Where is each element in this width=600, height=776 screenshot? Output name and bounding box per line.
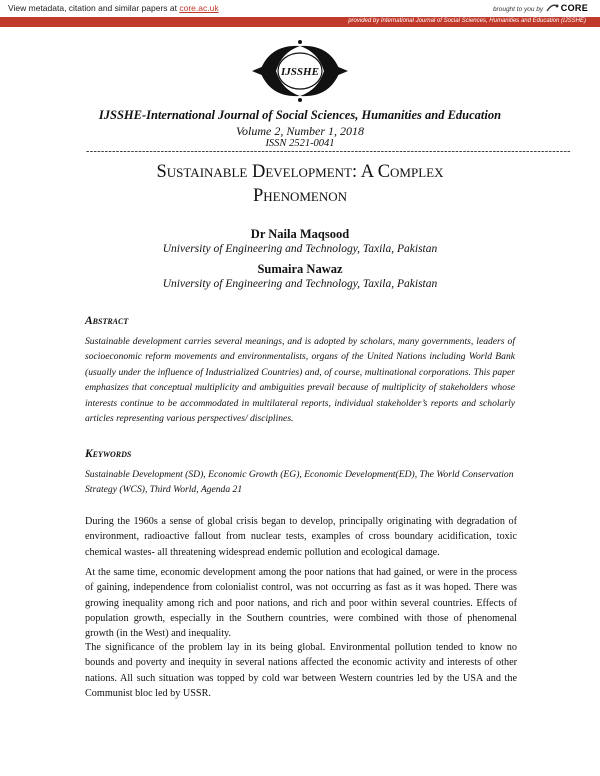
body-paragraph-1: During the 1960s a sense of global crisis began to develop, principally originating with degradation of environment, radioactive fallout from nuclear tests, examples of cross boundary acidification, toxic chemical wastes- all threatening widespread endemic pollution and ecological damage. [85,516,517,558]
core-metadata-link[interactable] [8,3,219,13]
core-logo-icon [545,3,559,13]
logo-text: IJSSHE [281,66,319,78]
paper-title: Sustainable Development: A Complex Phenomenon [156,162,444,206]
core-banner [0,0,600,30]
author-affiliation-1: University of Engineering and Technology, Taxila, Pakistan [162,243,438,255]
provided-by-text: provided by International Journal of Social Sciences, Humanities and Education (IJSSHE) [348,18,586,24]
author-name-2: Sumaira Nawaz [257,262,343,276]
ijsshe-logo-icon [248,38,352,104]
abstract-text: Sustainable development carries several meanings, and is adopted by scholars, many governments, leaders of socioeconomic reform movements and environmentalists, organs of the United Nations including World Bank (usually under the influence of Industrialized Countries) and, of course, multinational corporations. This paper emphasizes that conceptual multiplicity and ambiguities prevail because of multiplicity of stakeholders whose interests continue to be accommodated in multilateral reports, individual stakeholder’s reports and scholarly articles representing various perspectives/ disciplines. [85,336,515,425]
body-paragraph-2: At the same time, economic development among the poor nations that had gained, or were in the process of gaining, independence from colonialist control, was not occurring as fast as it was hoped. There was growing inequality among rich and poor nations, and rich and poor within several countries. Effects of population growth, especially in the Southern countries, were combined with those of phenomenal growth (in the West) and inequality. [85,567,517,640]
provided-by-bar[interactable] [0,17,600,27]
brought-text: brought to you by [492,6,544,13]
abstract-heading: Abstract [85,315,129,327]
author-name-1: Dr Naila Maqsood [250,227,350,241]
core-brand-text: CORE [560,3,588,13]
core-metadata-text: View metadata, citation and similar papers at [8,3,180,13]
journal-name: IJSSHE-International Journal of Social Sciences, Humanities and Education [98,108,502,122]
author-affiliation-2: University of Engineering and Technology, Taxila, Pakistan [162,278,438,290]
core-ac-uk-link[interactable]: core.ac.uk [179,3,219,13]
header-divider: ---------------------------------------------------------------------------------------------------------------------------------- [86,146,571,157]
journal-volume: Volume 2, Number 1, 2018 [236,124,364,138]
body-paragraph-3: The significance of the problem lay in its being global. Environmental pollution tended to know no bounds and poverty and inequity in several nations affected the economic activity and interests of other nations. All such situation was topped by cold war between Western countries led by the USA and the Communist bloc led by USSR. [85,642,517,699]
keywords-heading: Keywords [85,448,132,460]
core-brought-by[interactable] [493,3,588,13]
journal-issn: ISSN 2521-0041 [265,138,335,149]
keywords-text: Sustainable Development (SD), Economic Growth (EG), Economic Development(ED), The World Conservation Strategy (WCS), Third World, Agenda 21 [85,469,514,496]
